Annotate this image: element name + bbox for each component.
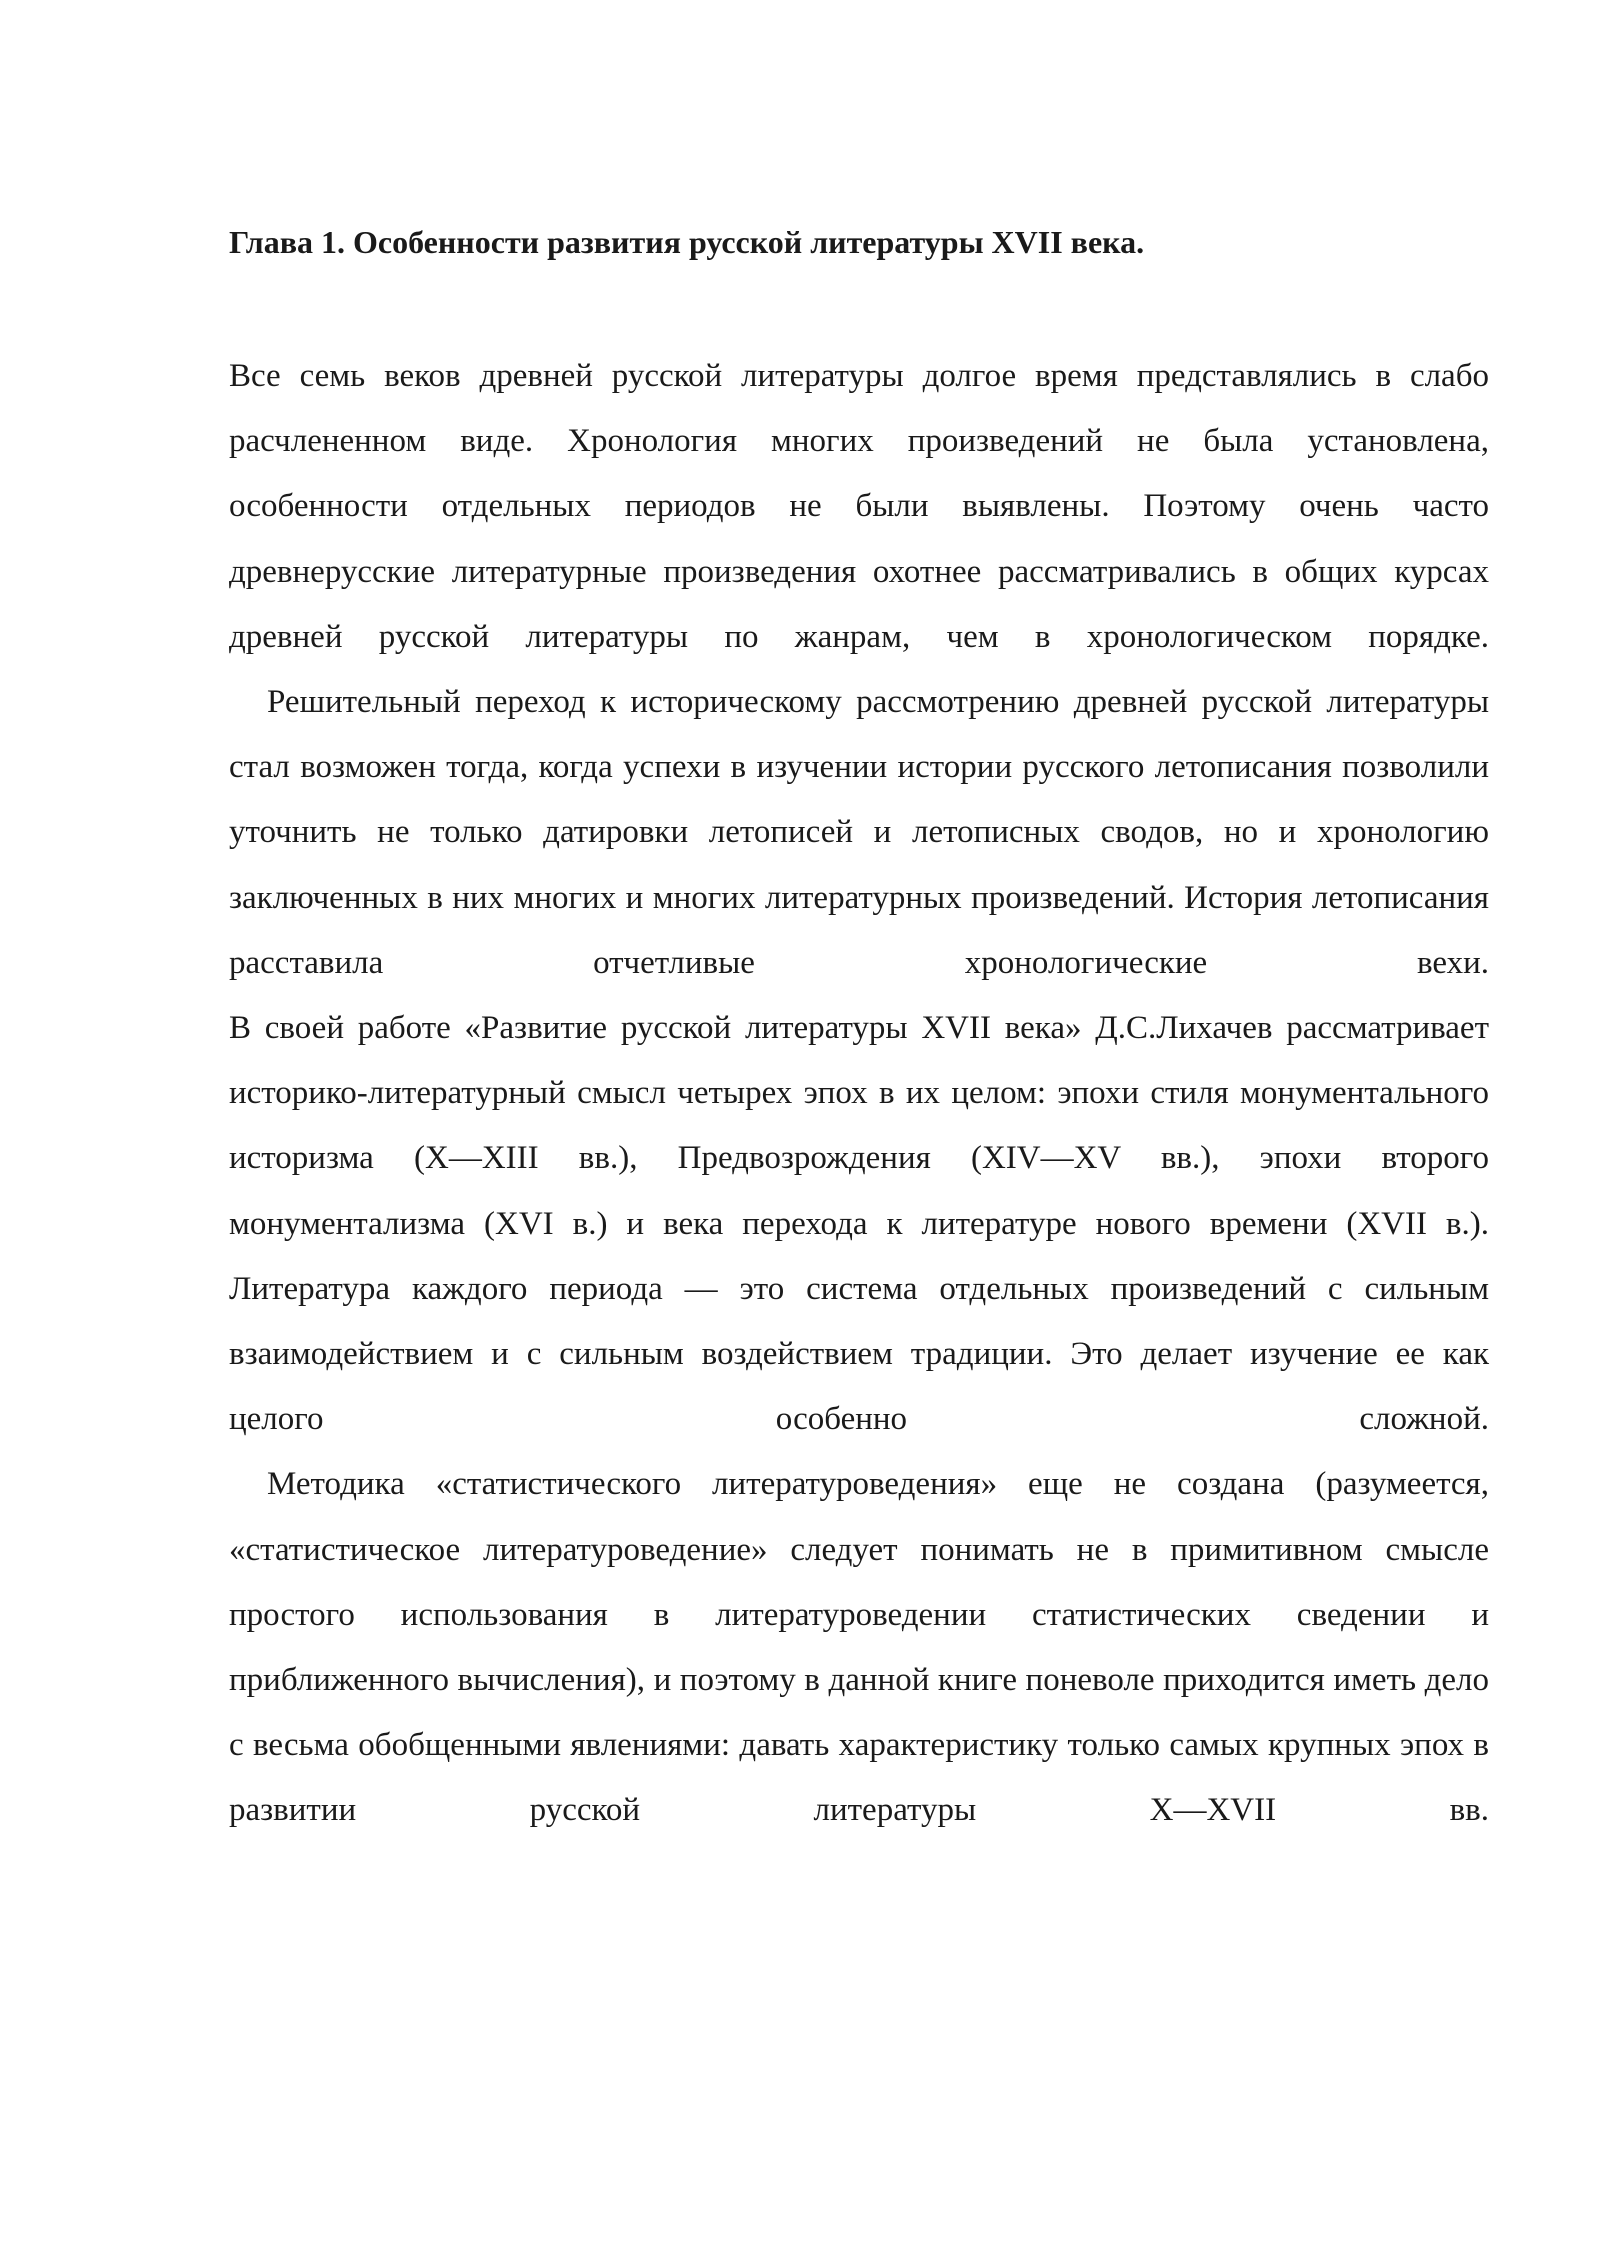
chapter-heading: Глава 1. Особенности развития русской литературы XVII века. — [229, 224, 1145, 260]
paragraph-statistical-method: Методика «статистического литературоведения» еще не создана (разумеется, «статистическое литературоведение» следует понимать не в примитивном смысле простого использования в литературоведении статистических сведении и приближенного вычисления), и поэтому в данной книге поневоле приходится иметь дело с весьма обобщенными явлениями: давать характеристику только самых крупных эпох в развитии русской литературы X—XVII вв. — [229, 1466, 1489, 1829]
paragraph-likhachev-epochs: В своей работе «Развитие русской литературы XVII века» Д.С.Лихачев рассматривает историко-литературный смысл четырех эпох в их целом: эпохи стиля монументального историзма (X—XIII вв.), Предвозрождения (XIV—XV вв.), эпохи второго монументализма (XVI в.) и века перехода к литературе нового времени (XVII в.). — [229, 1010, 1489, 1242]
paragraph-literature-system: Литература каждого периода — это система отдельных произведений с сильным взаимодействием и с сильным воздействием традиции. Это делает изучение ее как целого особенно сложной. — [229, 1270, 1489, 1438]
paragraph-chronology: Все семь веков древней русской литературы долгое время представлялись в слабо расчлененном виде. Хронология многих произведений не была установлена, особенности отдельных периодов не были выявлены. Поэтому очень часто древнерусские литературные произведения охотнее рассматривались в общих курсах древней русской литературы по жанрам, чем в хронологическом порядке. — [229, 358, 1489, 655]
chapter-body — [229, 344, 1489, 1844]
paragraph-historical-approach: Решительный переход к историческому рассмотрению древней русской литературы стал возможен тогда, когда успехи в изучении истории русского летописания позволили уточнить не только датировки летописей и летописных сводов, но и хронологию заключенных в них многих и многих литературных произведений. История летописания расставила отчетливые хронологические вехи. — [229, 684, 1489, 981]
